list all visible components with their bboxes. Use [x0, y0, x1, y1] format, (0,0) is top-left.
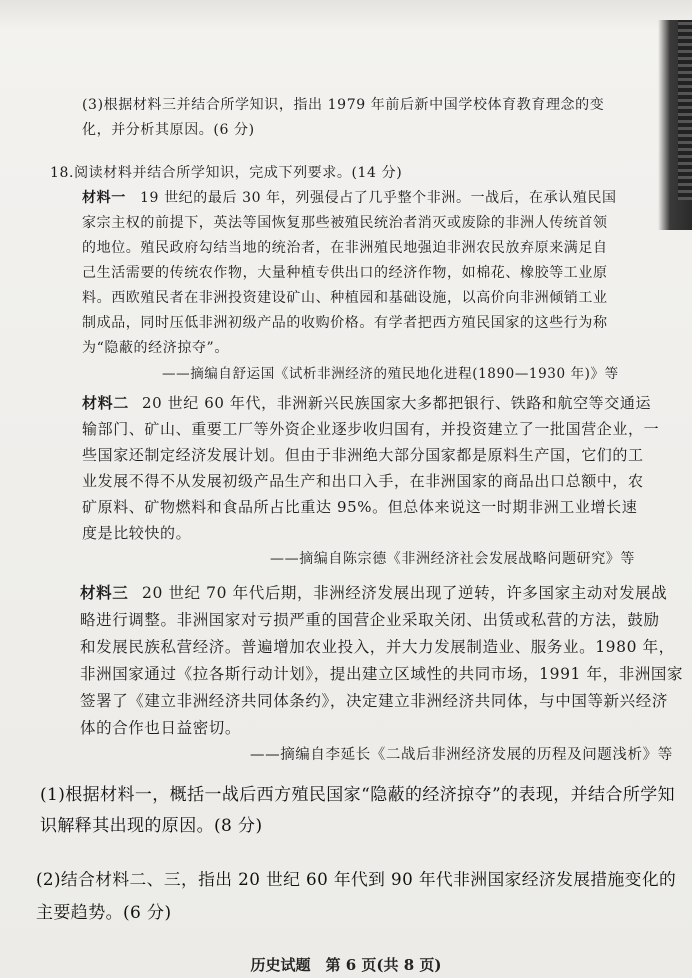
page-footer: 历史试题 第 6 页(共 8 页) — [250, 956, 442, 974]
material1-line-4: 己生活需要的传统农作物，大量种植专供出口的经济作物，如棉花、橡胶等工业原 — [82, 265, 608, 281]
binding-edge-stripes — [678, 20, 692, 200]
material1-source: ——摘编自舒运国《试析非洲经济的殖民地化进程(1890—1930 年)》等 — [162, 366, 619, 382]
material1-line-6: 制成品，同时压低非洲初级产品的收购价格。有学者把西方殖民国家的这些行为称 — [82, 315, 608, 331]
question1-line-2: 识解释其出现的原因。(8 分) — [40, 816, 263, 836]
material2-line-6: 度是比较快的。 — [82, 524, 192, 542]
material3-source: ——摘编自李延长《二战后非洲经济发展的历程及问题浅析》等 — [250, 747, 673, 763]
material3-line-5: 签署了《建立非洲经济共同体条约》，决定建立非洲经济共同体，与中国等新兴经济 — [80, 692, 668, 710]
material1-line-5: 料。西欧殖民者在非洲投资建设矿山、种植园和基础设施，以高价向非洲倾销工业 — [82, 290, 608, 306]
q17-part3-line-1: (3)根据材料三并结合所学知识，指出 1979 年前后新中国学校体育教育理念的变 — [82, 97, 605, 113]
q17-part3-line-2: 化，并分析其原因。(6 分) — [82, 122, 255, 138]
material2-line-2: 输部门、矿山、重要工厂等外资企业逐步收归国有，并投资建立了一批国营企业，一 — [82, 420, 660, 438]
question2-line-1: (2)结合材料二、三，指出 20 世纪 60 年代到 90 年代非洲国家经济发展措施变化的 — [36, 869, 677, 889]
material1-line-2: 家宗主权的前提下，英法等国恢复那些被殖民统治者消灭或废除的非洲人传统首领 — [82, 215, 608, 231]
material1-label: 材料一 — [82, 190, 126, 206]
top-shadow — [0, 0, 692, 30]
material1-line-1: 19 世纪的最后 30 年，列强侵占了几乎整个非洲。一战后，在承认殖民国 — [140, 190, 617, 206]
material3-label: 材料三 — [80, 583, 129, 602]
material3-line-1: 20 世纪 70 年代后期，非洲经济发展出现了逆转，许多国家主动对发展战 — [142, 584, 668, 602]
q18-heading: 18.阅读材料并结合所学知识，完成下列要求。(14 分) — [50, 165, 403, 181]
material1-line-7: 为“隐蔽的经济掠夺”。 — [82, 340, 229, 356]
material3-line-6: 体的合作也日益密切。 — [80, 719, 242, 737]
question1-line-1: (1)根据材料一，概括一战后西方殖民国家“隐蔽的经济掠夺”的表现，并结合所学知 — [40, 785, 676, 805]
material3-line-2: 略进行调整。非洲国家对亏损严重的国营企业采取关闭、出赁或私营的方法，鼓励 — [80, 611, 660, 629]
material3-line-3: 和发展民族私营经济。普遍增加农业投入，并大力发展制造业、服务业。1980 年， — [80, 638, 675, 656]
material2-line-1: 20 世纪 60 年代，非洲新兴民族国家大多都把银行、铁路和航空等交通运 — [142, 394, 652, 412]
material1-line-3: 的地位。殖民政府勾结当地的统治者，在非洲殖民地强迫非洲农民放弃原来满足自 — [82, 240, 608, 256]
material3-line-4: 非洲国家通过《拉各斯行动计划》，提出建立区域性的共同市场，1991 年，非洲国家 — [80, 665, 684, 683]
question2-line-2: 主要趋势。(6 分) — [36, 903, 172, 923]
material2-source: ——摘编自陈宗德《非洲经济社会发展战略问题研究》等 — [270, 551, 635, 567]
material2-line-5: 矿原料、矿物燃料和食品所占比重达 95%。但总体来说这一时期非洲工业增长速 — [82, 498, 638, 516]
material2-line-3: 些国家还制定经济发展计划。但由于非洲绝大部分国家都是原料生产国，它们的工 — [82, 446, 644, 464]
material2-label: 材料二 — [82, 394, 129, 412]
material2-line-4: 业发展不得不从发展初级产品生产和出口入手，在非洲国家的商品出口总额中，农 — [82, 472, 644, 490]
